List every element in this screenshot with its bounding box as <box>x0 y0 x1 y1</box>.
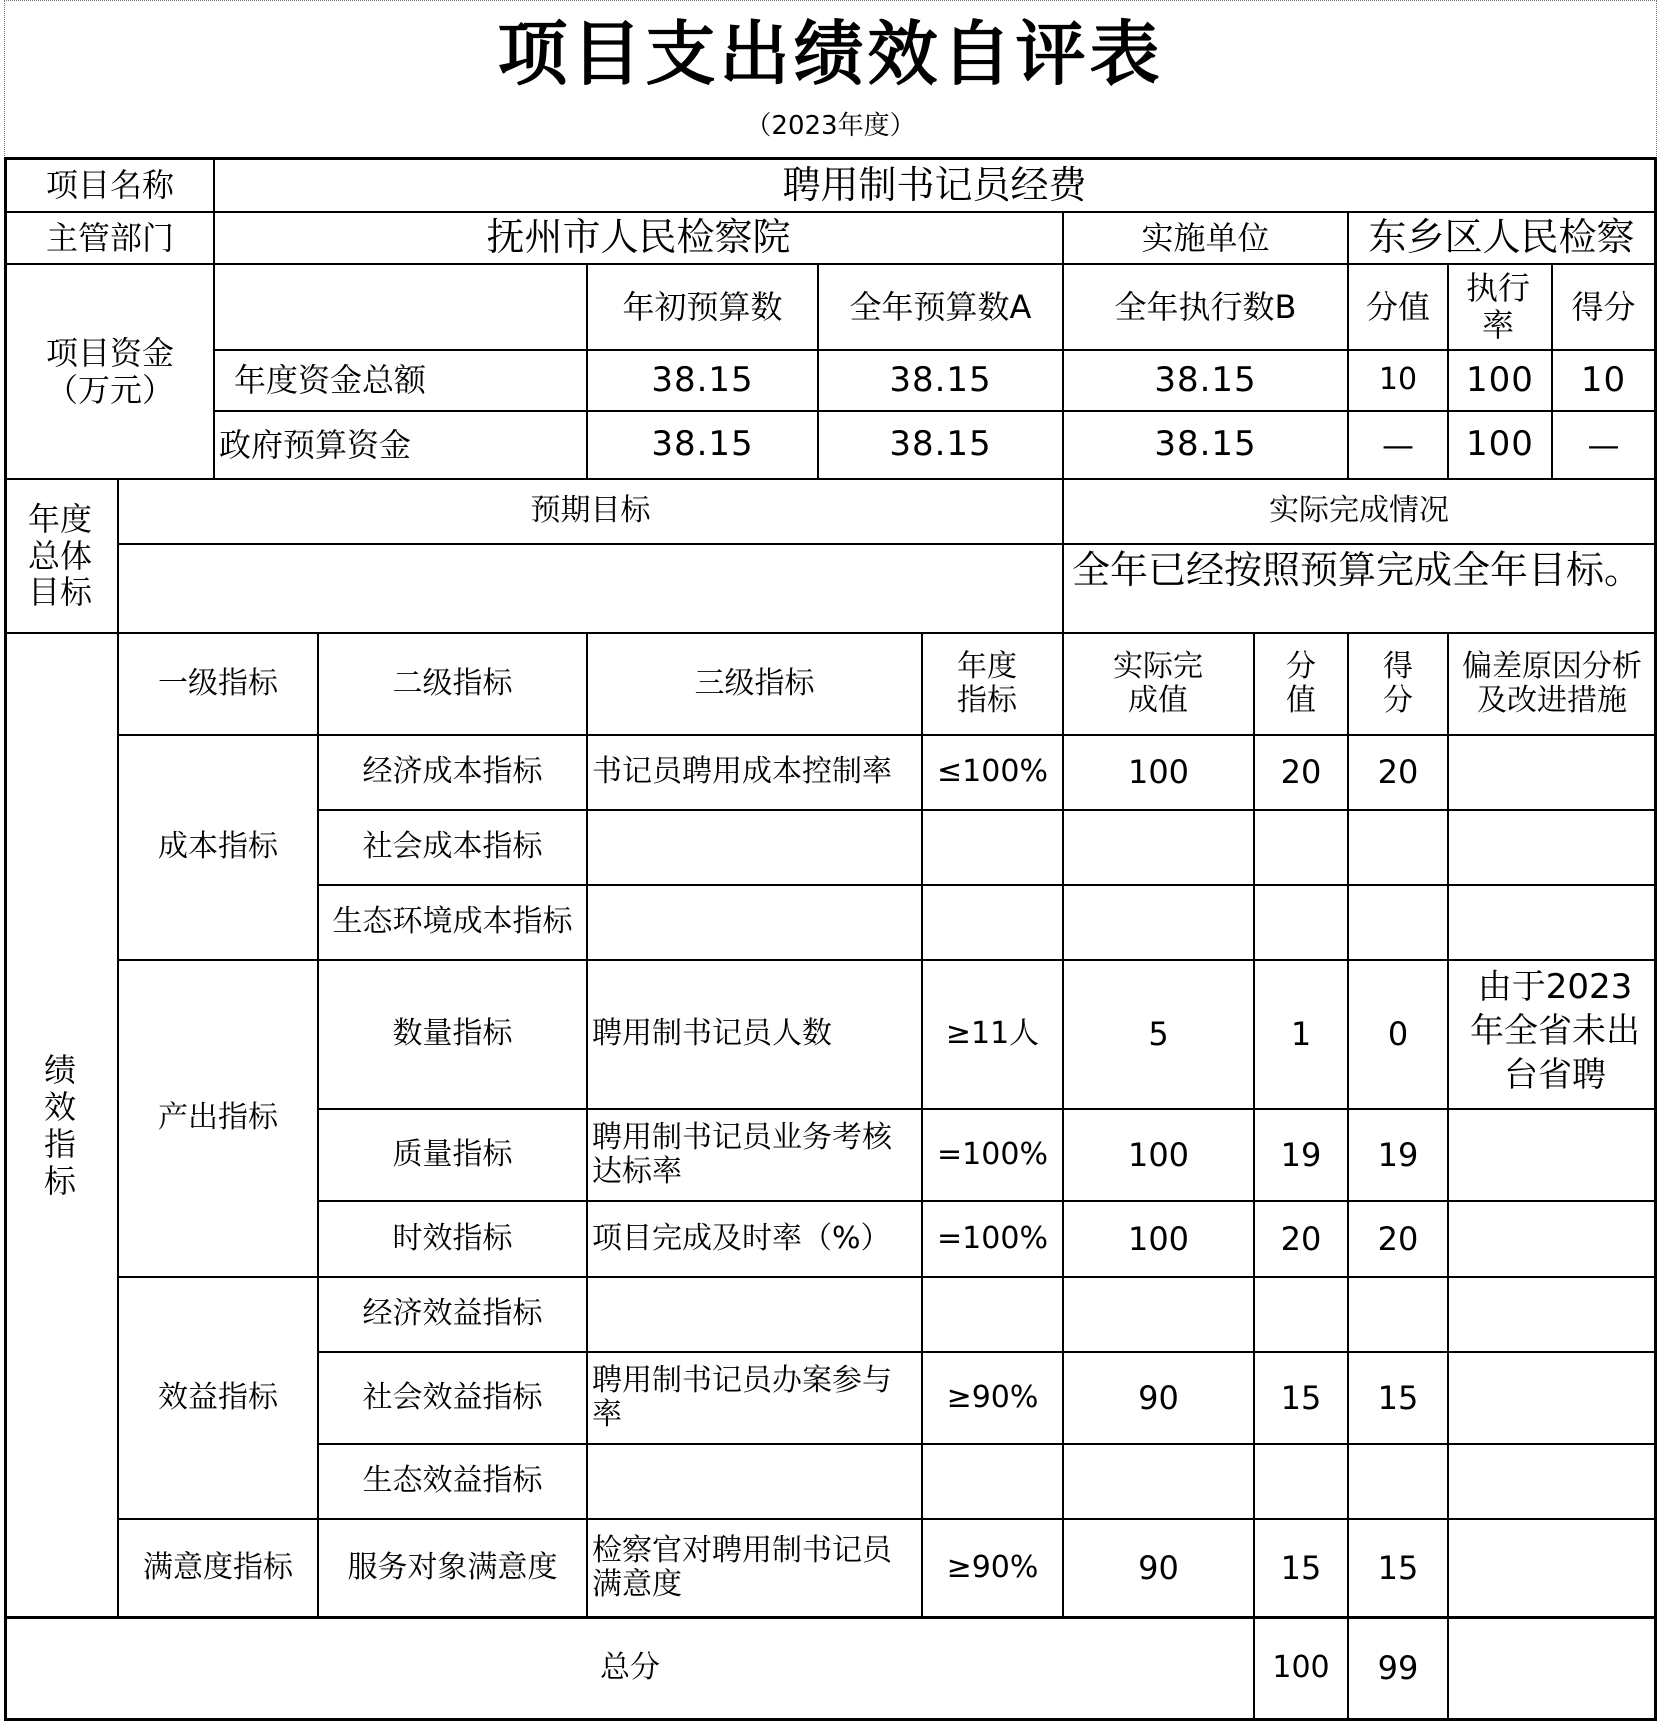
table-row-6-l3 <box>588 1278 921 1351</box>
funds-row-gov-score-value: — <box>1382 425 1414 464</box>
table-row-4-score: 19 <box>1377 1135 1419 1174</box>
level1-cost: 成本指标 <box>158 829 278 865</box>
table-row-8-target <box>923 1445 1062 1518</box>
table-row-6-l2: 经济效益指标 <box>362 1296 543 1332</box>
table-row-7-l3: 聘用制书记员办案参与率 <box>592 1362 892 1432</box>
header-note: 偏差原因分析及改进措施 <box>1462 648 1642 718</box>
table-row-0-target: ≤100% <box>937 754 1048 790</box>
goal-actual-label: 实际完成情况 <box>1269 493 1449 529</box>
dept-label: 主管部门 <box>45 218 174 257</box>
table-row-3-note: 由于2023年全省未出台省聘 <box>1470 967 1640 1096</box>
table-row-9-l2: 服务对象满意度 <box>347 1549 558 1585</box>
total-label: 总分 <box>600 1650 660 1686</box>
funds-row-gov-rate: 100 <box>1466 424 1534 465</box>
funds-header-executed: 全年执行数B <box>1114 287 1297 326</box>
goal-actual: 全年已经按照预算完成全年目标。 <box>1072 548 1642 592</box>
funds-header-rate: 执行率 <box>1465 269 1530 344</box>
table-row-1-score <box>1349 811 1447 884</box>
table-row-3-value: 1 <box>1290 1015 1312 1054</box>
table-row-4-target: =100% <box>937 1136 1048 1172</box>
total-value: 100 <box>1272 1650 1330 1686</box>
table-row-4-note <box>1449 1110 1654 1200</box>
goal-expected-label: 预期目标 <box>530 493 651 529</box>
table-row-0-l2: 经济成本指标 <box>362 754 543 790</box>
table-row-7-l2: 社会效益指标 <box>362 1379 543 1415</box>
table-row-6-note <box>1449 1278 1654 1351</box>
funds-header-annual: 全年预算数A <box>849 287 1032 326</box>
dept-value: 抚州市人民检察院 <box>486 215 791 260</box>
funds-row-gov-label: 政府预算资金 <box>219 425 412 464</box>
project-name: 聘用制书记员经费 <box>782 162 1087 207</box>
table-row-2-l3 <box>588 886 921 959</box>
table-row-6-actual <box>1064 1278 1253 1351</box>
funds-row-gov-initial: 38.15 <box>651 424 754 465</box>
header-actual: 实际完成值 <box>1113 648 1203 718</box>
table-row-4-l2: 质量指标 <box>392 1136 513 1172</box>
table-row-1-note <box>1449 811 1654 884</box>
table-row-9-note <box>1449 1520 1654 1616</box>
header-level3: 三级指标 <box>694 665 815 701</box>
table-row-5-score: 20 <box>1377 1219 1419 1258</box>
table-row-0-l3: 书记员聘用成本控制率 <box>592 754 892 790</box>
funds-row-total-score-value: 10 <box>1378 362 1418 398</box>
header-level1: 一级指标 <box>158 665 278 701</box>
table-row-5-target: =100% <box>937 1220 1048 1256</box>
goal-label: 年度总体目标 <box>27 499 92 612</box>
goal-expected <box>119 545 1062 632</box>
table-row-9-target: ≥90% <box>946 1549 1039 1585</box>
table-row-4-l3: 聘用制书记员业务考核达标率 <box>592 1119 892 1189</box>
table-row-3-score: 0 <box>1387 1015 1409 1054</box>
table-row-7-target: ≥90% <box>946 1379 1039 1415</box>
table-row-8-actual <box>1064 1445 1253 1518</box>
funds-row-gov-executed: 38.15 <box>1154 424 1257 465</box>
funds-header-score-value: 分值 <box>1365 287 1430 326</box>
funds-row-gov-score: — <box>1587 425 1620 464</box>
table-row-8-l2: 生态效益指标 <box>362 1463 543 1499</box>
table-row-5-l2: 时效指标 <box>392 1220 513 1256</box>
table-row-3-target: ≥11人 <box>945 1016 1040 1052</box>
table-row-9-score: 15 <box>1377 1548 1419 1587</box>
table-row-2-l2: 生态环境成本指标 <box>332 904 573 940</box>
table-row-1-l3 <box>588 811 921 884</box>
table-row-8-score <box>1349 1445 1447 1518</box>
header-value: 分值 <box>1286 648 1316 718</box>
table-row-0-note <box>1449 736 1654 809</box>
table-row-7-actual: 90 <box>1138 1378 1179 1417</box>
header-level2: 二级指标 <box>392 665 513 701</box>
table-row-6-score <box>1349 1278 1447 1351</box>
funds-row-total-label: 年度资金总额 <box>234 361 427 400</box>
funds-row-total-annual: 38.15 <box>889 359 992 400</box>
total-score: 99 <box>1377 1649 1419 1688</box>
funds-row-gov-annual: 38.15 <box>889 424 992 465</box>
impl-value: 东乡区人民检察 <box>1368 215 1635 260</box>
table-row-5-l3: 项目完成及时率（%） <box>592 1220 891 1256</box>
page-subtitle: （2023年度） <box>745 111 916 141</box>
table-row-1-l2: 社会成本指标 <box>362 829 543 865</box>
funds-row-total-initial: 38.15 <box>651 359 754 400</box>
table-row-0-score: 20 <box>1377 753 1419 792</box>
funds-row-total-rate: 100 <box>1466 359 1534 400</box>
table-row-4-value: 19 <box>1280 1135 1322 1174</box>
level1-satisfaction: 满意度指标 <box>143 1549 293 1585</box>
funds-row-total-executed: 38.15 <box>1154 359 1257 400</box>
table-row-1-target <box>923 811 1062 884</box>
page-title: 项目支出绩效自评表 <box>497 12 1164 95</box>
table-row-5-note <box>1449 1202 1654 1276</box>
table-row-7-score: 15 <box>1377 1378 1419 1417</box>
table-row-4-actual: 100 <box>1127 1135 1190 1174</box>
table-row-2-target <box>923 886 1062 959</box>
table-row-6-target <box>923 1278 1062 1351</box>
table-row-9-actual: 90 <box>1138 1548 1179 1587</box>
table-row-7-note <box>1449 1353 1654 1443</box>
table-row-2-actual <box>1064 886 1253 959</box>
table-row-6-value <box>1255 1278 1347 1351</box>
table-row-3-l2: 数量指标 <box>392 1016 513 1052</box>
funds-header-score: 得分 <box>1571 287 1636 326</box>
table-row-0-actual: 100 <box>1127 753 1190 792</box>
table-row-1-actual <box>1064 811 1253 884</box>
table-row-3-actual: 5 <box>1148 1015 1169 1054</box>
funds-label: 项目资金（万元） <box>45 333 174 409</box>
project-name-label: 项目名称 <box>45 166 174 205</box>
table-row-7-value: 15 <box>1280 1378 1322 1417</box>
header-score: 得分 <box>1383 648 1413 718</box>
header-target: 年度指标 <box>957 648 1017 718</box>
funds-header-initial: 年初预算数 <box>622 287 783 326</box>
table-row-2-value <box>1255 886 1347 959</box>
indicators-label: 绩效指标 <box>43 1051 76 1200</box>
level1-output: 产出指标 <box>158 1100 278 1136</box>
table-row-8-l3 <box>588 1445 921 1518</box>
level1-benefit: 效益指标 <box>158 1379 278 1415</box>
table-row-0-value: 20 <box>1280 753 1322 792</box>
table-row-9-value: 15 <box>1280 1548 1322 1587</box>
impl-label: 实施单位 <box>1141 218 1270 257</box>
table-row-5-value: 20 <box>1280 1219 1322 1258</box>
table-row-8-value <box>1255 1445 1347 1518</box>
table-row-5-actual: 100 <box>1127 1219 1190 1258</box>
total-note <box>1449 1619 1654 1718</box>
funds-row-total-score: 10 <box>1580 359 1627 400</box>
table-row-1-value <box>1255 811 1347 884</box>
table-row-3-l3: 聘用制书记员人数 <box>592 1016 832 1052</box>
table-row-2-note <box>1449 886 1654 959</box>
table-row-2-score <box>1349 886 1447 959</box>
table-row-8-note <box>1449 1445 1654 1518</box>
table-row-9-l3: 检察官对聘用制书记员满意度 <box>592 1532 892 1602</box>
